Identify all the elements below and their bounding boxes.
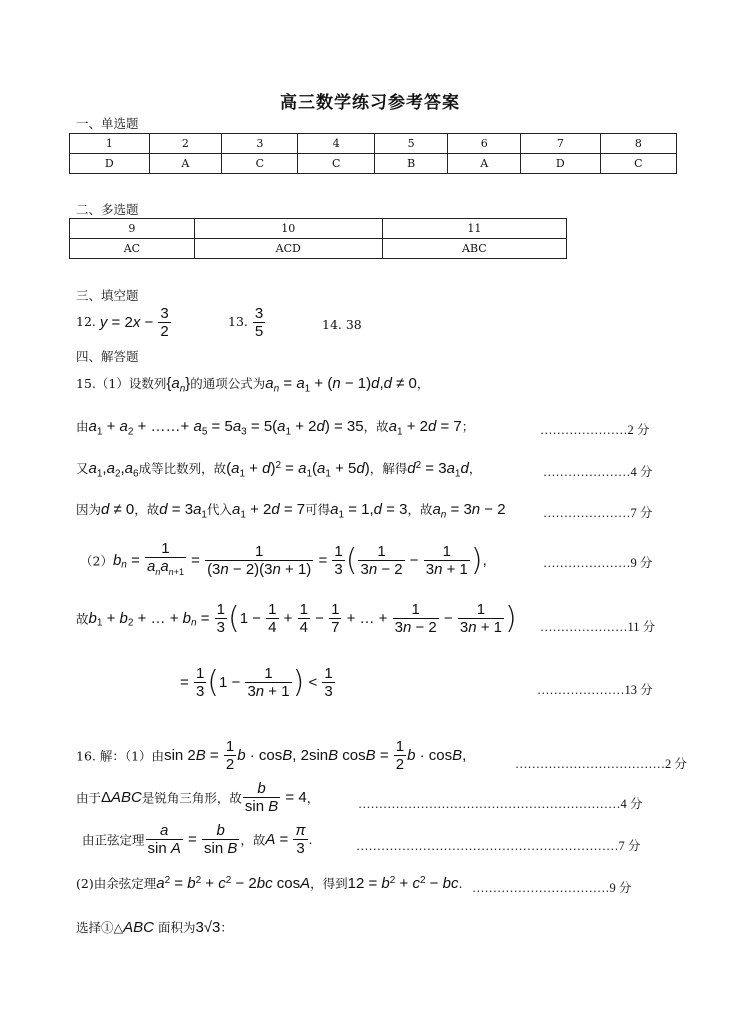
score-mark: ………………………………2 分 (515, 757, 687, 771)
section-heading-solutions: 四、解答题 (76, 349, 139, 364)
table-row-answers (70, 154, 677, 174)
table-cell: 4 (298, 134, 374, 154)
table-cell: 3 (222, 134, 298, 154)
table-cell: C (298, 154, 374, 174)
q16-line-5: 选择①△ABC 面积为3√3： (76, 919, 233, 936)
q16-line-2: 由于ΔABC是锐角三角形，故 $\frac{b}{\text{sin B}}$ = 4， (76, 780, 320, 815)
table-cell: 11 (382, 219, 566, 239)
q15-line-3: 又$a_1,a_2,a_6$成等比数列，故$(a_1 + d)^2 = a_1(a_1 + 5d)$，解得$d^2 = 3a_1d$， (76, 459, 482, 480)
q15-line-1: 15.（1）设数列$\{a_n\}$的通项公式为$a_n = a_1 + (n - 1)d,d \ne 0$， (76, 375, 430, 395)
score-mark: …………………13 分 (537, 683, 653, 697)
table-row-questions (70, 134, 677, 154)
q15-line-2: 由$a_1 + a_2$ + ……+ $a_5 = 5a_3 = 5(a_1 + 2d) = 35$，故$a_1 + 2d = 7$； (76, 418, 475, 438)
score-mark: ………………………………………………………7 分 (356, 839, 641, 853)
table-cell: B (374, 154, 448, 174)
multi-choice-answer-table (69, 218, 567, 259)
score-mark: …………………9 分 (543, 556, 653, 570)
table-cell: D (521, 154, 601, 174)
table-cell: C (222, 154, 298, 174)
table-cell: ABC (382, 239, 566, 259)
score-mark: ……………………………9 分 (472, 881, 632, 895)
score-mark: …………………2 分 (540, 423, 650, 437)
q15-sum-line: 故$b_1 + b_2$ + … + $b_n$ = $\frac{1}{3}$ (1 − $\frac{1}{4}$ + $\frac{1}{4}$ − $\frac{1}{7}$ + … + $\frac{1}{3n - 2}$ − $\frac{1}{3n + 1}$ ) (76, 601, 517, 636)
page-title: 高三数学练习参考答案 (280, 93, 460, 113)
section-heading-single-choice: 一、单选题 (76, 116, 139, 131)
table-cell: D (70, 154, 150, 174)
score-mark: …………………7 分 (543, 506, 653, 520)
answer-14: 14. 38 (322, 317, 362, 332)
q16-line-4: (2)由余弦定理$a^2 = b^2 + c^2 - 2bc$ cosA，得到$12 = b^2 + c^2$ − bc. (76, 874, 463, 892)
q15-result-line: = $\frac{1}{3}$ (1 − $\frac{1}{3n + 1}$ ) < $\frac{1}{3}$ (180, 665, 333, 700)
table-cell: AC (70, 239, 195, 259)
single-choice-answer-table (69, 133, 677, 174)
table-cell: 8 (600, 134, 676, 154)
table-cell: 9 (70, 219, 195, 239)
q16-line-1: 16. 解：（1）由sin 2B = $\frac{1}{2}$ b · cosB, 2sinB cosB = $\frac{1}{2}$ b · cosB, (76, 738, 467, 773)
q15-part2-line: $(2)b_n$ = $\frac{1}{a_na_{n+1}}$ = $\frac{1}{(3n - 2)(3n + 1)}$ = $\frac{1}{3}$ ( $\frac{1}{3n - 2}$ − $\frac{1}{3n + 1}$ ), (80, 540, 487, 578)
table-cell: 5 (374, 134, 448, 154)
answer-13: 13. $\frac{3}{5}$ (228, 305, 264, 340)
score-mark: …………………11 分 (540, 620, 656, 634)
table-cell: C (600, 154, 676, 174)
section-heading-fill-blank: 三、填空题 (76, 288, 139, 303)
q15-line-4: 因为d ≠ 0，故$d = 3a_1$代入$a_1 + 2d = 7$可得$a_1 = 1,d = 3$，故$a_n = 3n - 2$ (76, 501, 506, 521)
answer-12: 12. y = 2x − $\frac{3}{2}$ (76, 305, 169, 340)
q16-line-3: 由正弦定理 $\frac{a}{\text{sin A}}$ = $\frac{b}{\text{sin B}}$ ，故A = $\frac{\pi}{3}$ . (82, 822, 313, 857)
section-heading-multi-choice: 二、多选题 (76, 202, 139, 217)
table-row-questions (70, 219, 567, 239)
table-cell: 6 (448, 134, 521, 154)
table-cell: 2 (149, 134, 222, 154)
table-cell: 1 (70, 134, 150, 154)
table-cell: 10 (194, 219, 382, 239)
score-mark: ………………………………………………………4 分 (358, 797, 643, 811)
table-row-answers (70, 239, 567, 259)
table-cell: 7 (521, 134, 601, 154)
table-cell: A (149, 154, 222, 174)
table-cell: ACD (194, 239, 382, 259)
score-mark: …………………4 分 (543, 465, 653, 479)
table-cell: A (448, 154, 521, 174)
